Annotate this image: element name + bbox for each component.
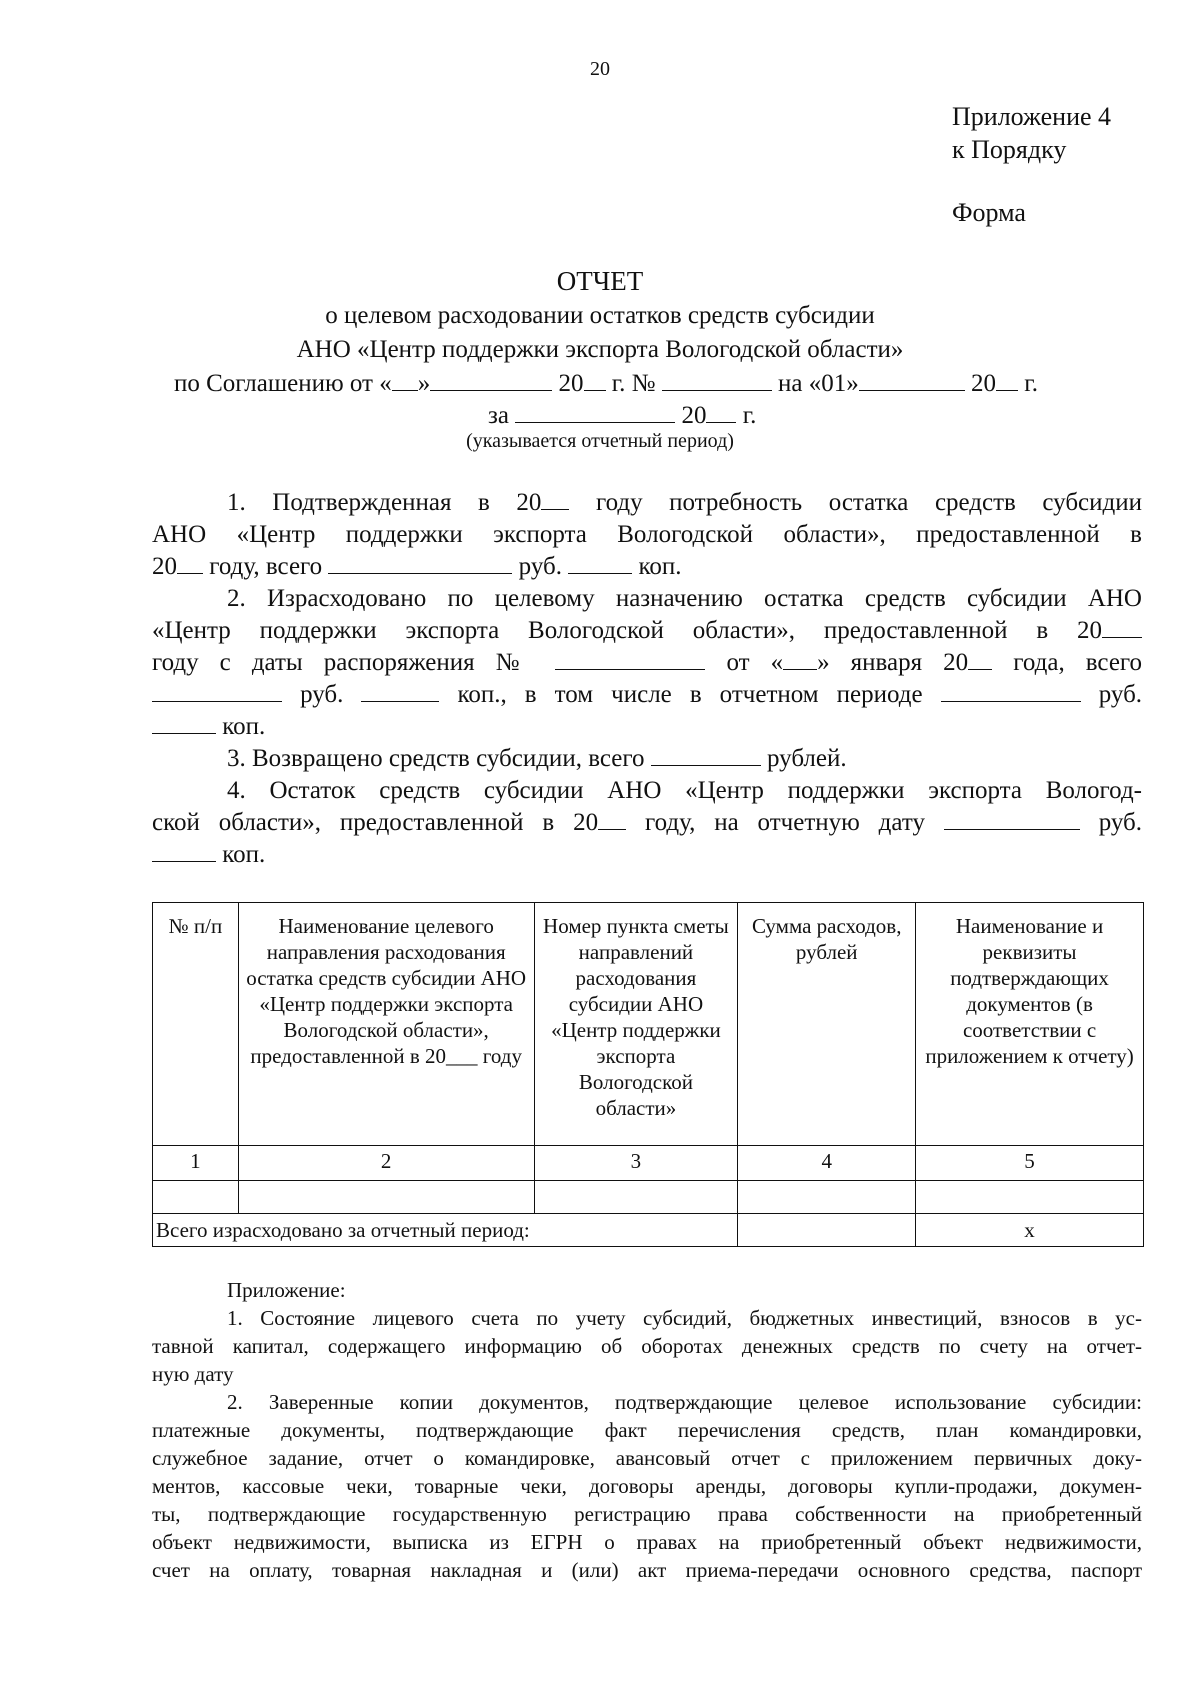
appendix-line-1: Приложение 4 bbox=[952, 102, 1112, 131]
report-subtitle: о целевом расходовании остатков средств субсидии bbox=[325, 302, 875, 329]
expense-table bbox=[152, 902, 1144, 1247]
note-1-line-1: 1. Состояние лицевого счета по учету субсидий, бюджетных инвестиций, взносов в ус- bbox=[227, 1306, 1142, 1330]
empty-cell[interactable] bbox=[916, 1181, 1144, 1214]
item-4-line-3: коп. bbox=[152, 839, 1142, 871]
header-amount: Сумма расходов, рублей bbox=[738, 903, 916, 1146]
appendix-line-2: к Порядку bbox=[952, 135, 1067, 164]
appendix-notes bbox=[152, 1276, 1142, 1584]
month-blank bbox=[430, 368, 552, 391]
column-number-3: 3 bbox=[534, 1146, 738, 1181]
form-label: Форма bbox=[952, 198, 1026, 227]
item-2-line-5: коп. bbox=[152, 711, 1142, 743]
total-amount-cell[interactable] bbox=[738, 1214, 916, 1247]
note-2-line-7: счет на оплату, товарная накладная и (или) акт приема-передачи основного средства, паспорт bbox=[152, 1558, 1142, 1582]
header-estimate-item: Номер пункта сметы направлений расходования субсидии АНО «Центр поддержки экспорта Вологодской области» bbox=[534, 903, 738, 1146]
header-documents: Наименование и реквизиты подтверждающих документов (в соответствии с приложением к отчету) bbox=[916, 903, 1144, 1146]
note-2-line-1: 2. Заверенные копии документов, подтверждающие целевое использование субсидии: bbox=[227, 1390, 1142, 1414]
item-4-line-2: ской области», предоставленной в 20 году, на отчетную дату руб. bbox=[152, 809, 1143, 836]
note-2-line-3: служебное задание, отчет о командировке, авансовый отчет с приложением первичных доку- bbox=[152, 1446, 1142, 1470]
report-heading: ОТЧЕТ bbox=[556, 266, 644, 296]
report-organization: АНО «Центр поддержки экспорта Вологодской области» bbox=[296, 336, 904, 363]
on-year-blank bbox=[996, 368, 1018, 391]
item-2-line-1: 2. Израсходовано по целевому назначению остатка средств субсидии АНО bbox=[227, 585, 1142, 612]
item-1-line-3: 20 году, всего руб. коп. bbox=[152, 553, 682, 580]
period-line: за 20 г. bbox=[488, 402, 757, 429]
column-number-1: 1 bbox=[153, 1146, 239, 1181]
header-number: № п/п bbox=[153, 903, 239, 1146]
total-label: Всего израсходовано за отчетный период: bbox=[153, 1214, 738, 1247]
note-1-line-2: тавной капитал, содержащего информацию об оборотах денежных средств по счету на отчет- bbox=[152, 1334, 1142, 1358]
item-3-line: 3. Возвращено средств субсидии, всего рублей. bbox=[227, 745, 847, 772]
period-note: (указывается отчетный период) bbox=[466, 430, 734, 452]
column-number-4: 4 bbox=[738, 1146, 916, 1181]
column-number-2: 2 bbox=[238, 1146, 534, 1181]
item-1-line-2: АНО «Центр поддержки экспорта Вологодской области», предоставленной в bbox=[152, 521, 1142, 548]
agreement-number-blank bbox=[662, 368, 772, 391]
note-2-line-2: платежные документы, подтверждающие факт перечисления средств, план командировки, bbox=[152, 1418, 1142, 1442]
empty-cell[interactable] bbox=[534, 1181, 738, 1214]
note-2-line-4: ментов, кассовые чеки, товарные чеки, договоры аренды, договоры купли-продажи, докумен- bbox=[152, 1474, 1142, 1498]
on-month-blank bbox=[859, 368, 965, 391]
appendix-label bbox=[952, 100, 1111, 166]
column-number-5: 5 bbox=[916, 1146, 1144, 1181]
notes-heading: Приложение: bbox=[227, 1278, 346, 1302]
empty-cell[interactable] bbox=[738, 1181, 916, 1214]
table-total-row bbox=[153, 1214, 1144, 1247]
report-items bbox=[152, 487, 1142, 871]
table-header-row bbox=[153, 903, 1144, 1146]
note-1-line-3: ную дату bbox=[152, 1362, 234, 1386]
item-2-line-4: руб. коп., в том числе в отчетном периоде руб. bbox=[152, 679, 1142, 711]
item-2-line-2: «Центр поддержки экспорта Вологодской области», предоставленной в 20 bbox=[152, 615, 1142, 647]
period-blank bbox=[515, 400, 675, 423]
item-4-line-1: 4. Остаток средств субсидии АНО «Центр поддержки экспорта Вологод- bbox=[227, 777, 1142, 804]
page-number: 20 bbox=[590, 58, 610, 80]
empty-cell[interactable] bbox=[153, 1181, 239, 1214]
item-2-line-3: году с даты распоряжения № от « » января 20 года, всего bbox=[152, 649, 1143, 676]
agreement-line: по Соглашению от « » 20 г. № на «01» 20 г. bbox=[174, 370, 1038, 397]
total-x: х bbox=[916, 1214, 1144, 1247]
table-row bbox=[153, 1181, 1144, 1214]
item-1-line-1: 1. Подтвержденная в 20 году потребность остатка средств субсидии bbox=[227, 489, 1143, 516]
period-year-blank bbox=[706, 400, 736, 423]
note-2-line-6: объект недвижимости, выписка из ЕГРН о правах на приобретенный объект недвижимости, bbox=[152, 1530, 1142, 1554]
note-2-line-5: ты, подтверждающие государственную регистрацию права собственности на приобретенный bbox=[152, 1502, 1142, 1526]
header-direction: Наименование целевого направления расходования остатка средств субсидии АНО «Центр поддержки экспорта Вологодской области», предоставленной в 20___ году bbox=[238, 903, 534, 1146]
year-blank bbox=[584, 368, 606, 391]
day-blank bbox=[392, 368, 418, 391]
table-column-numbers-row bbox=[153, 1146, 1144, 1181]
empty-cell[interactable] bbox=[238, 1181, 534, 1214]
